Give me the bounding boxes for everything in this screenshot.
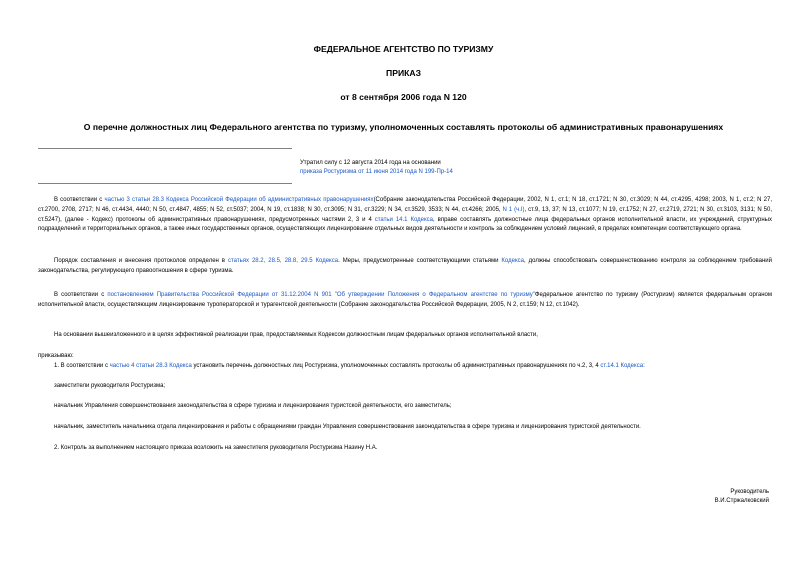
p6-text-a: 1. В соответствии с [54,363,110,369]
signature-block [715,488,769,506]
link-code[interactable]: Кодекса [501,258,524,264]
p1-text-c: , ст.9, 13, 37; N 13, ст.1077; N 19, ст.1752; N 27, ст.2719, 2721; N 30, ст.3103, 3131; N 50, ст.5247), (далее - Кодекс) протоколы об административных правонарушениях, предусмотренных частями 2, 3 и 4 [38,206,773,223]
p2-text-a: Порядок составления и внесения протоколов определен в [54,258,228,264]
paragraph-1 [38,196,772,235]
p2-text-c: , должны способствовать совершенствованию контроля за соблюдением требований законодательства, регулирующего правоотношения в сфере туризма. [38,258,773,274]
bottom-divider [38,183,292,184]
link-article-14-1[interactable]: статьи 14.1 Кодекса [374,216,434,223]
paragraph-3 [38,291,772,311]
link-n1-part1[interactable]: N 1 (ч.I) [502,206,525,213]
p1-text-a: В соответствии с [54,197,105,203]
paragraph-head-department: начальник Управления совершенствования законодательства в сфере туризма и лицензирования туристской деятельности, его заместитель; [54,403,452,409]
paragraph-deputies: заместители руководителя Ростуризма; [54,383,166,389]
link-resolution-901[interactable]: постановлением Правительства Российской Федерации от 31.12.2004 N 901 "Об утверждении Положения о Федеральном агентстве по туризму" [107,292,535,298]
p3-text-a: В соответствии с [54,292,108,298]
paragraph-head-division: начальник, заместитель начальника отдела лицензирования и работы с обращениями граждан Управления совершенствования законодательства в сфере туризма и лицензирования туристской деятельности. [54,424,641,430]
status-note-text: Утратил силу с 12 августа 2014 года на основании [300,160,441,166]
paragraph-item-1 [54,362,772,372]
doc-type-heading: ПРИКАЗ [386,68,421,78]
top-divider [38,148,292,149]
signature-role: Руководитель [730,489,769,495]
p1-text-b: (Собрание законодательства Российской Федерации, 2002, N 1, ст.1; N 18, ст.1721; N 30, ст.3029; N 44, ст.4295, 4298; 2003, N 1, ст.2; N 27, ст.2700, 2708, 2717; N 46, ст.4434, 4440; N 50, ст.4847, 4855; N 52, ст.5037; 2004, N 19, ст.1838; N 30, ст.3095; N 31, ст.3229; N 34, ст.3529, 3533; N 44, ст.4266; 2005, [38,197,772,213]
p3-text-b: Федеральное агентство по туризму (Ростуризм) является федеральным органом исполнительной власти, осуществляющим лицензирование туроператорской и турагентской деятельности (Собрание законодательства Российской Федерации, 2005, N 2, ст.159; N 12, ст.1042). [38,292,772,308]
p1-text-d: , вправе составлять должностные лица федеральных органов исполнительной власти, их учреждений, структурных подразделений и территориальных органов, а также иных государственных органов, осуществляющих лицензирование отдельных видов деятельности и контроль за соблюдением условий лицензий, в пределах компетенции соответствующего органа. [38,216,772,233]
p6-text-b: установить перечень должностных лиц Ростуризма, уполномоченных составлять протоколы об административных правонарушениях по ч.2, 3, 4 [191,363,601,369]
signature-name: В.И.Стржалковский [714,498,769,504]
paragraph-2 [38,257,772,277]
link-article-28-3-part4[interactable]: частью 4 статьи 28.3 Кодекса [109,363,192,369]
status-note [300,159,506,177]
link-article-28-3[interactable]: частью 3 статьи 28.3 Кодекса Российской Федерации об административных правонарушениях [104,197,374,203]
agency-heading: ФЕДЕРАЛЬНОЕ АГЕНТСТВО ПО ТУРИЗМУ [313,44,494,54]
link-articles-list[interactable]: статьях 28.2, 28.5, 28.8, 29.5 Кодекса [227,258,339,264]
date-number-heading: от 8 сентября 2006 года N 120 [340,92,467,102]
paragraph-order: приказываю: [38,353,74,359]
document-title: О перечне должностных лиц Федерального агентства по туризму, уполномоченных составлять протоколы об административных правонарушениях [83,122,724,132]
status-note-link[interactable]: приказа Ростуризма от 11 июня 2014 года N 199-Пр-14 [300,169,453,175]
paragraph-item-2: 2. Контроль за выполнением настоящего приказа возложить на заместителя руководителя Ростуризма Назину Н.А. [54,445,378,451]
link-st-14-1[interactable]: ст.14.1 Кодекса [600,363,644,369]
paragraph-4: На основании вышеизложенного и в целях эффективной реализации прав, предоставляемых Кодексом должностным лицам федеральных органов исполнительной власти, [54,332,538,338]
p2-text-b: . Меры, предусмотренные соответствующими статьями [338,258,502,264]
p6-text-c: : [643,363,645,369]
